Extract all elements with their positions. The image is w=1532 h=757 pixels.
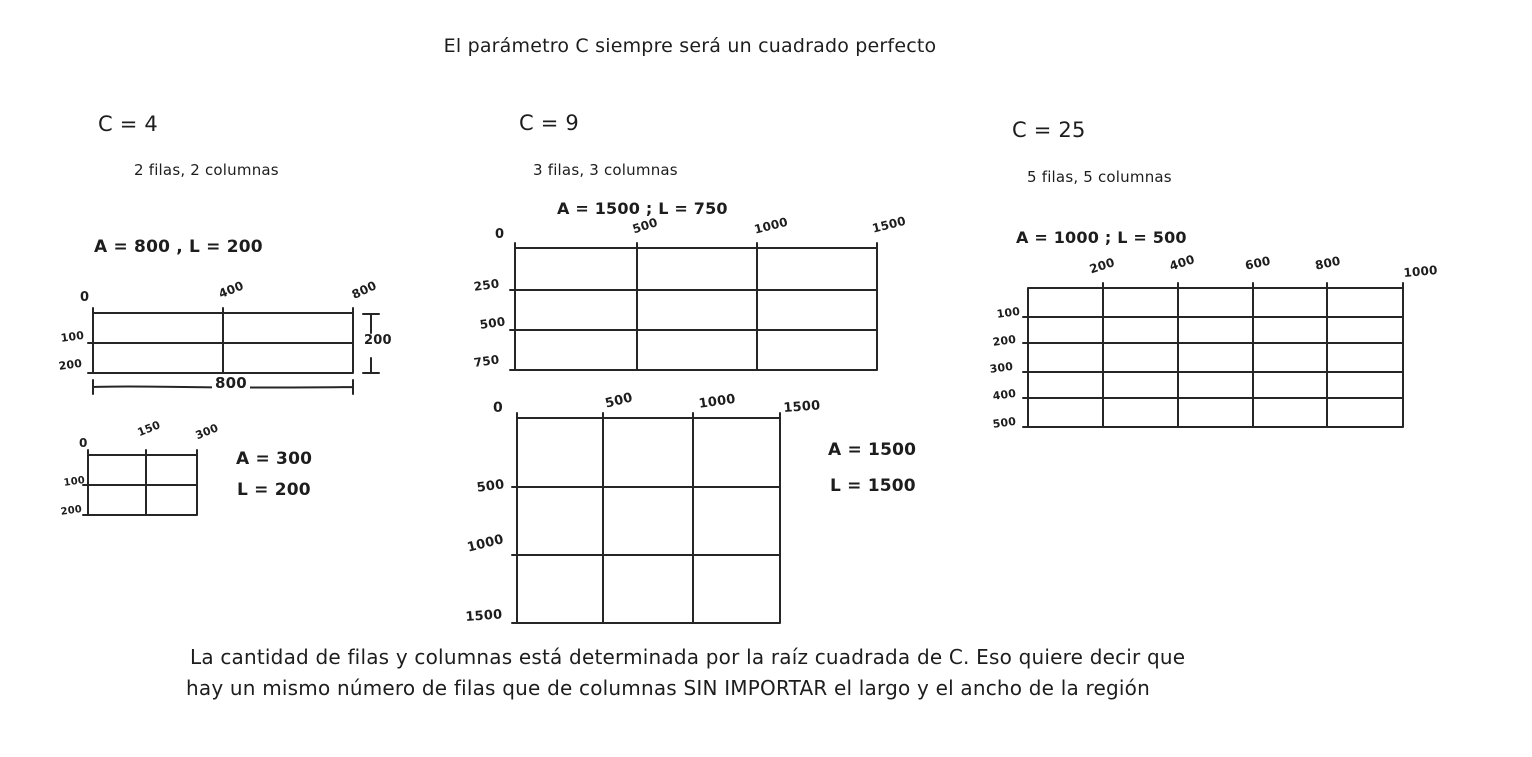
tick-marks xyxy=(83,450,197,515)
c4-formula: A = 800 , L = 200 xyxy=(94,237,263,257)
c4-grid-small xyxy=(82,449,204,522)
c9-grid-wide-y-tick-2: 750 xyxy=(472,352,501,370)
c9-grid-wide-x-tick-0: 0 xyxy=(495,227,505,242)
c9-grid-square-area-label: A = 1500 xyxy=(828,440,917,460)
c25-grid-x-tick-1: 400 xyxy=(1167,252,1197,274)
c9-formula: A = 1500 ; L = 750 xyxy=(557,199,728,218)
grid-lines xyxy=(515,248,877,370)
c4-grid-small-area-label: A = 300 xyxy=(236,449,313,469)
c4-grid-small-side-label: L = 200 xyxy=(237,480,311,500)
c4-heading: C = 4 xyxy=(98,112,158,136)
grid-lines xyxy=(517,418,780,623)
c9-dims-label: 3 filas, 3 columnas xyxy=(533,161,678,179)
c4-grid-large xyxy=(87,307,361,381)
c25-grid-x-tick-4: 1000 xyxy=(1402,263,1439,280)
c9-grid-wide-x-tick-3: 1500 xyxy=(870,213,908,236)
c4-grid-small-x-tick-0: 0 xyxy=(79,436,88,450)
c4-grid-small-x-tick-1: 150 xyxy=(135,418,163,440)
tick-marks xyxy=(510,243,877,370)
c9-grid-wide-y-tick-1: 500 xyxy=(478,314,507,332)
c25-grid-y-tick-2: 300 xyxy=(988,359,1015,376)
grid-lines xyxy=(1028,288,1403,427)
c25-grid-y-tick-0: 100 xyxy=(995,304,1022,321)
c25-heading: C = 25 xyxy=(1012,118,1086,142)
c25-formula: A = 1000 ; L = 500 xyxy=(1016,228,1187,247)
grid-lines xyxy=(88,455,197,515)
c4-grid-large-y-tick-0: 100 xyxy=(59,328,86,345)
c9-grid-square xyxy=(511,412,787,630)
page-title: El parámetro C siempre será un cuadrado perfecto xyxy=(443,35,937,57)
c25-grid-y-tick-1: 200 xyxy=(991,332,1018,349)
c25-grid xyxy=(1022,282,1410,434)
c9-heading: C = 9 xyxy=(519,111,579,135)
c4-grid-large-x-tick-1: 400 xyxy=(216,278,246,302)
footer-line-1: La cantidad de filas y columnas está determinada por la raíz cuadrada de C. Eso quiere decir que xyxy=(190,645,1186,669)
c4-grid-large-x-tick-2: 800 xyxy=(349,278,379,302)
c4-grid-small-y-tick-0: 100 xyxy=(63,475,86,489)
c25-grid-y-tick-3: 400 xyxy=(991,386,1018,403)
c4-height-brace-label: 200 xyxy=(364,333,392,348)
tick-marks xyxy=(512,413,780,623)
c9-grid-square-side-label: L = 1500 xyxy=(830,476,916,496)
c9-grid-square-x-tick-2: 1000 xyxy=(697,391,737,412)
c9-grid-wide xyxy=(509,242,883,376)
tick-marks xyxy=(88,308,353,373)
c9-grid-square-x-tick-3: 1500 xyxy=(782,398,821,416)
c9-grid-wide-x-tick-2: 1000 xyxy=(752,214,790,237)
c9-grid-square-y-tick-1: 1000 xyxy=(465,532,506,556)
grid-lines xyxy=(93,313,353,373)
c4-dims-label: 2 filas, 2 columnas xyxy=(134,161,279,179)
c25-grid-x-tick-3: 800 xyxy=(1313,253,1342,273)
footer-line-2: hay un mismo número de filas que de columnas SIN IMPORTAR el largo y el ancho de la región xyxy=(186,676,1150,700)
c25-grid-x-tick-0: 200 xyxy=(1087,255,1117,277)
tick-marks xyxy=(1023,283,1403,427)
c9-grid-wide-y-tick-0: 250 xyxy=(472,276,501,294)
c4-width-brace-label: 800 xyxy=(212,375,250,392)
c4-grid-large-x-tick-0: 0 xyxy=(80,290,90,305)
c25-dims-label: 5 filas, 5 columnas xyxy=(1027,168,1172,186)
c9-grid-wide-x-tick-1: 500 xyxy=(630,215,660,237)
c9-grid-square-y-tick-2: 1500 xyxy=(464,607,503,625)
c4-grid-small-y-tick-1: 200 xyxy=(60,504,83,518)
c25-grid-y-tick-4: 500 xyxy=(991,414,1018,431)
c4-grid-small-x-tick-2: 300 xyxy=(193,421,221,443)
c9-grid-square-x-tick-0: 0 xyxy=(493,400,503,416)
c9-grid-square-y-tick-0: 500 xyxy=(475,477,506,496)
c4-grid-large-y-tick-1: 200 xyxy=(57,356,84,373)
c25-grid-x-tick-2: 600 xyxy=(1243,253,1272,273)
c9-grid-square-x-tick-1: 500 xyxy=(603,390,635,412)
